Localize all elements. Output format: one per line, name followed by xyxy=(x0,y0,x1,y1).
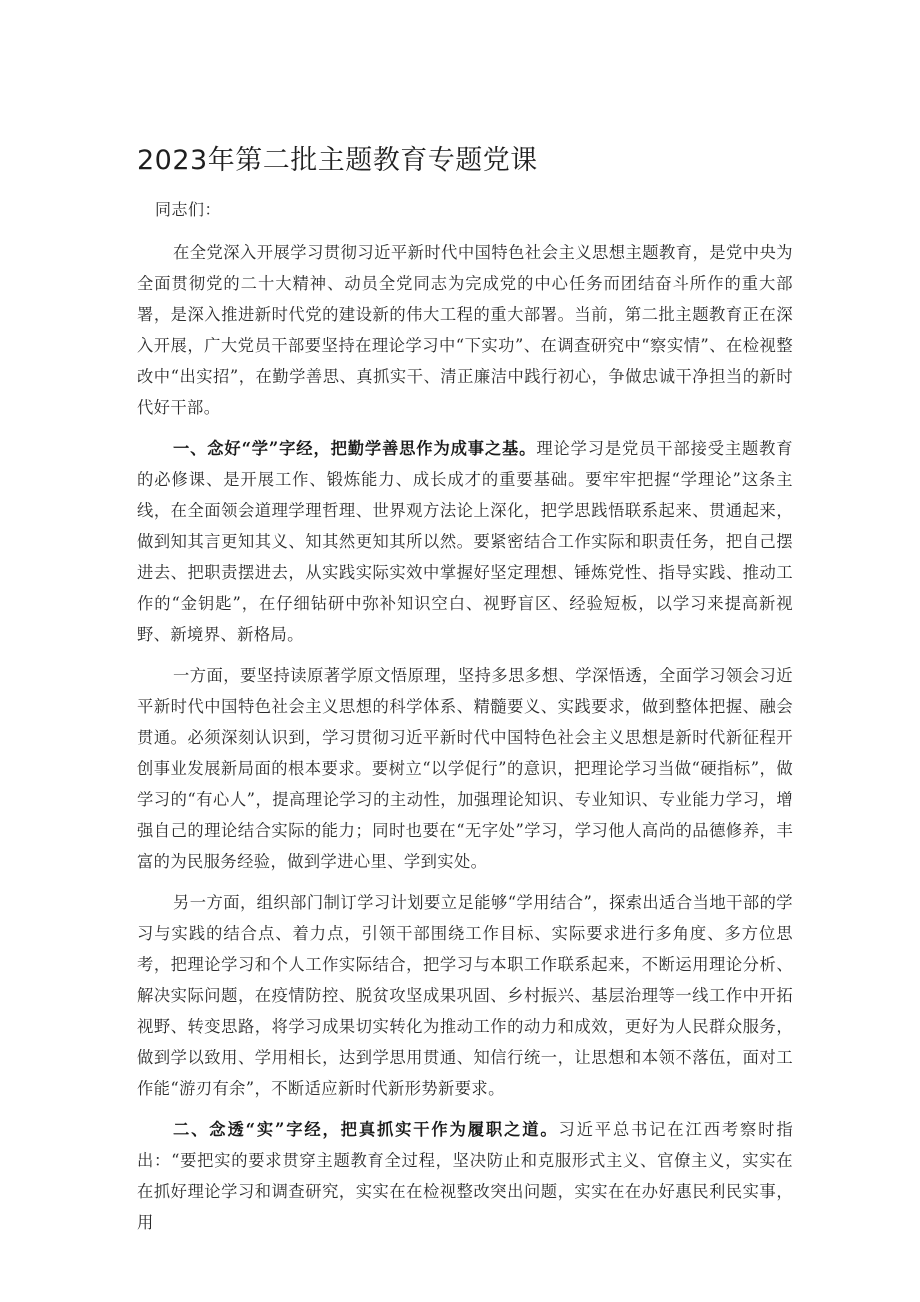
paragraph-other-hand xyxy=(137,887,793,1104)
paragraph-section-1 xyxy=(137,433,793,650)
section-heading-2: 二、念透“实”字经，把真抓实干作为履职之道。 xyxy=(173,1120,559,1139)
paragraph-text: 理论学习是党员干部接受主题教育的必修课、是开展工作、锻炼能力、成长成才的重要基础。要牢牢把握“学理论”这条主线，在全面领会道理学理哲理、世界观方法论上深化，把学思践悟联系起来、贯通起来，做到知其言更知其义、知其然更知其所以然。要紧密结合工作实际和职责任务，把自己摆进去、把职责摆进去，从实践实际实效中掌握好坚定理想、锤炼党性、指导实践、推动工作的“金钥匙”，在仔细钻研中弥补知识空白、视野盲区、经验短板，以学习来提高新视野、新境界、新格局。 xyxy=(137,439,793,644)
paragraph-text: 一方面，要坚持读原著学原文悟原理，坚持多思多想、学深悟透，全面学习领会习近平新时代中国特色社会主义思想的科学体系、精髓要义、实践要求，做到整体把握、融会贯通。必须深刻认识到，学习贯彻习近平新时代中国特色社会主义思想是新时代新征程开创事业发展新局面的根本要求。要树立“以学促行”的意识，把理论学习当做“硬指标”，做学习的“有心人”，提高理论学习的主动性，加强理论知识、专业知识、专业能力学习，增强自己的理论结合实际的能力；同时也要在“无字处”学习，学习他人高尚的品德修养，丰富的为民服务经验，做到学进心里、学到实处。 xyxy=(137,666,793,871)
document-title: 2023年第二批主题教育专题党课 xyxy=(137,145,538,176)
paragraph-section-2 xyxy=(137,1114,793,1238)
paragraph-text: 另一方面，组织部门制订学习计划要立足能够“学用结合”，探索出适合当地干部的学习与实践的结合点、着力点，引领干部围绕工作目标、实际要求进行多角度、多方位思考，把理论学习和个人工作实际结合，把学习与本职工作联系起来，不断运用理论分析、解决实际问题，在疫情防控、脱贫攻坚成果巩固、乡村振兴、基层治理等一线工作中开拓视野、转变思路，将学习成果切实转化为推动工作的动力和成效，更好为人民群众服务，做到学以致用、学用相长，达到学思用贯通、知信行统一，让思想和本领不落伍，面对工作能“游刃有余”，不断适应新时代新形势新要求。 xyxy=(137,893,793,1098)
paragraph-text: 在全党深入开展学习贯彻习近平新时代中国特色社会主义思想主题教育，是党中央为全面贯彻党的二十大精神、动员全党同志为完成党的中心任务而团结奋斗所作的重大部署，是深入推进新时代党的建设新的伟大工程的重大部署。当前，第二批主题教育正在深入开展，广大党员干部要坚持在理论学习中“下实功”、在调查研究中“察实情”、在检视整改中“出实招”，在勤学善思、真抓实干、清正廉洁中践行初心，争做忠诚干净担当的新时代好干部。 xyxy=(137,243,793,417)
document-body xyxy=(137,195,793,1248)
paragraph-text: 习近平总书记在江西考察时指出：“要把实的要求贯穿主题教育全过程，坚决防止和克服形式主义、官僚主义，实实在在抓好理论学习和调查研究，实实在在检视整改突出问题，实实在在办好惠民利民实事，用 xyxy=(137,1120,793,1232)
salutation: 同志们： xyxy=(155,200,222,219)
paragraph-intro xyxy=(137,237,793,423)
paragraph-one-hand xyxy=(137,660,793,877)
section-heading-1: 一、念好“学”字经，把勤学善思作为成事之基。 xyxy=(173,439,537,458)
